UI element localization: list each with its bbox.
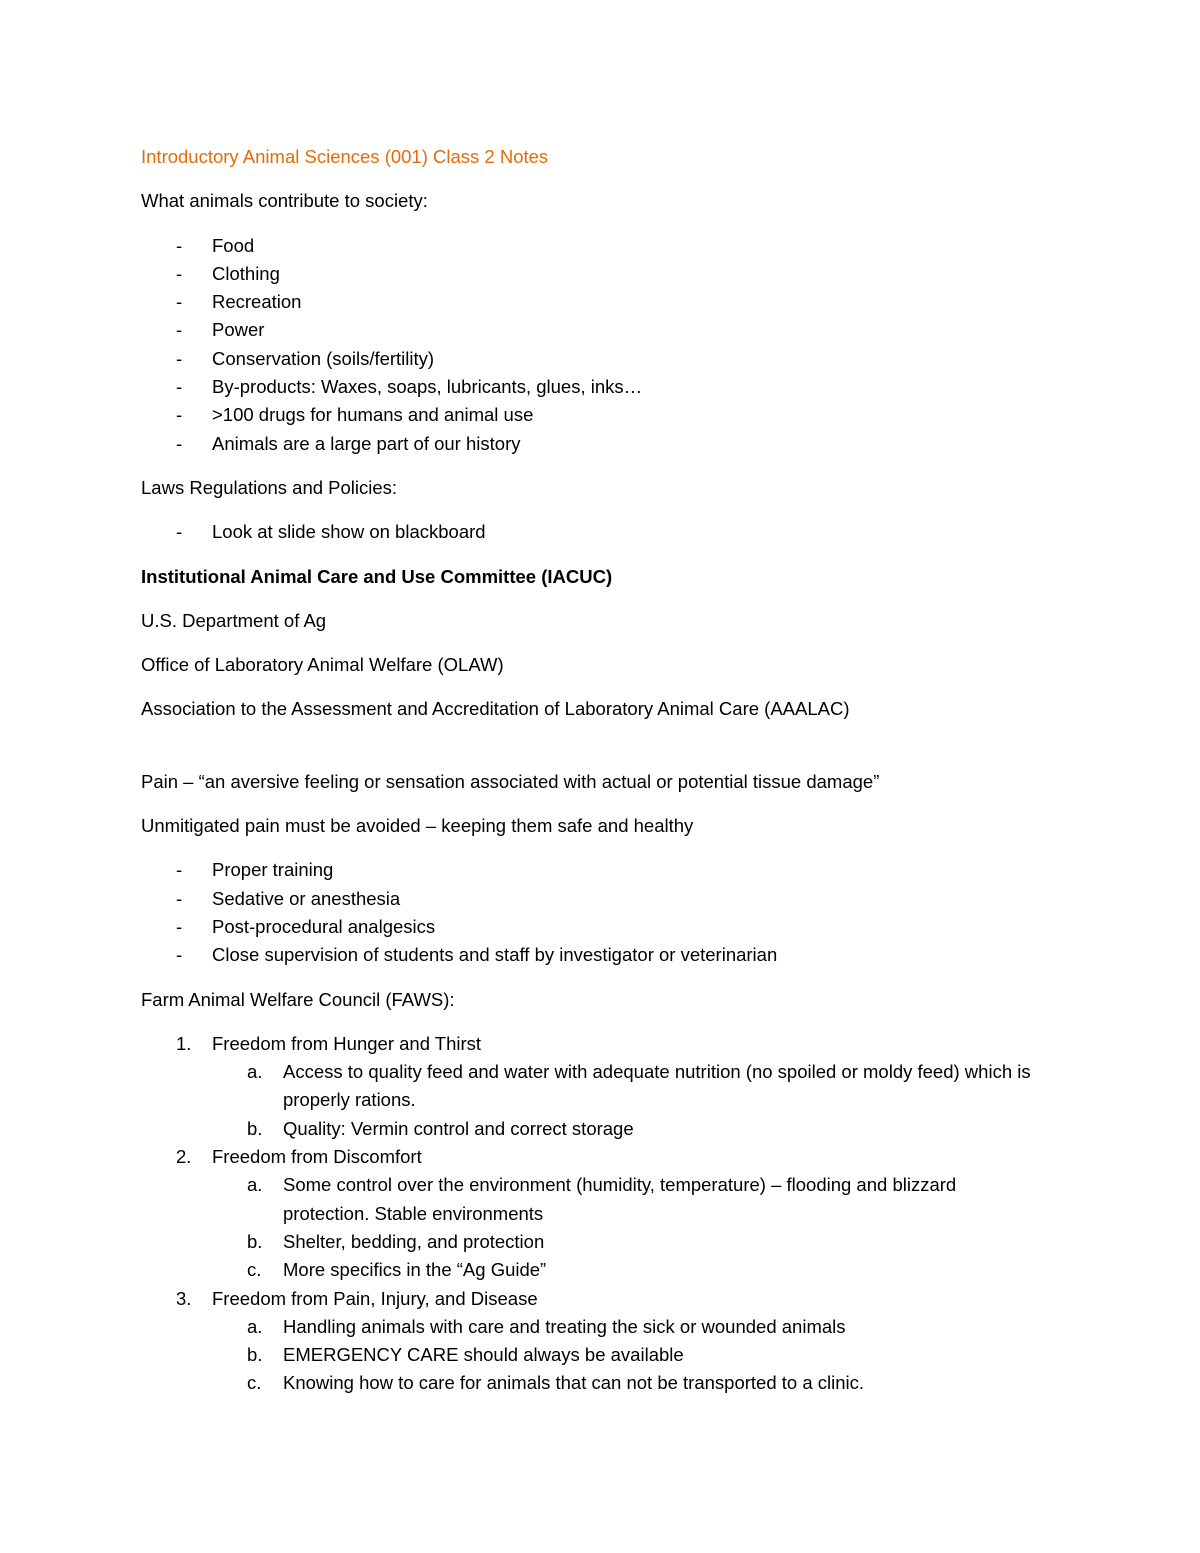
list-item-text: >100 drugs for humans and animal use (212, 404, 534, 426)
freedom-subitems (212, 1313, 1041, 1398)
list-item (141, 518, 1041, 546)
list-item (141, 316, 1041, 344)
subitem (212, 1115, 1041, 1143)
subitem (212, 1228, 1041, 1256)
dash-marker: - (176, 915, 183, 937)
list-item (141, 401, 1041, 429)
subitem-text: Quality: Vermin control and correct storage (283, 1117, 634, 1139)
iacuc-heading: Institutional Animal Care and Use Committee (IACUC) (141, 565, 613, 587)
list-item (141, 232, 1041, 260)
laws-list (141, 518, 1041, 546)
subitem (212, 1256, 1041, 1284)
freedom-title: Freedom from Discomfort (212, 1146, 422, 1168)
dash-marker: - (176, 319, 183, 341)
list-item (141, 288, 1041, 316)
unmitigated-heading: Unmitigated pain must be avoided – keeping them safe and healthy (141, 815, 694, 837)
dash-marker: - (176, 262, 183, 284)
document-title: Introductory Animal Sciences (001) Class 2 Notes (141, 146, 549, 167)
contributions-list (141, 232, 1041, 458)
list-item-text: Clothing (212, 262, 280, 284)
subitem-text: Some control over the environment (humidity, temperature) – flooding and blizzard protection. Stable environments (283, 1174, 957, 1224)
subitem-text: Access to quality feed and water with adequate nutrition (no spoiled or moldy feed) which is properly rations. (283, 1061, 1031, 1111)
faws-heading: Farm Animal Welfare Council (FAWS): (141, 988, 455, 1010)
subitem-text: Handling animals with care and treating the sick or wounded animals (283, 1315, 846, 1337)
blank-line (141, 740, 1041, 768)
subitem-text: Shelter, bedding, and protection (283, 1230, 545, 1252)
list-item (141, 941, 1041, 969)
freedom-title: Freedom from Pain, Injury, and Disease (212, 1287, 538, 1309)
subitem-text: EMERGENCY CARE should always be available (283, 1344, 684, 1366)
olaw-line: Office of Laboratory Animal Welfare (OLAW) (141, 654, 504, 676)
subitem-text: More specifics in the “Ag Guide” (283, 1259, 547, 1281)
laws-heading: Laws Regulations and Policies: (141, 476, 398, 498)
list-item-text: Post-procedural analgesics (212, 915, 436, 937)
list-item-text: Close supervision of students and staff by investigator or veterinarian (212, 944, 778, 966)
freedom-item (141, 1285, 1041, 1398)
subitem-letter: b. (247, 1117, 263, 1139)
freedom-item (141, 1030, 1041, 1143)
freedom-subitems (212, 1171, 1041, 1284)
list-item (141, 345, 1041, 373)
freedoms-list (141, 1030, 1041, 1398)
freedom-title: Freedom from Hunger and Thirst (212, 1032, 482, 1054)
list-item (141, 885, 1041, 913)
list-item-text: Proper training (212, 859, 334, 881)
dash-marker: - (176, 432, 183, 454)
dash-marker: - (176, 404, 183, 426)
contributions-heading: What animals contribute to society: (141, 190, 428, 212)
subitem (212, 1341, 1041, 1369)
subitem-text: Knowing how to care for animals that can not be transported to a clinic. (283, 1372, 865, 1394)
aaalac-line: Association to the Assessment and Accreditation of Laboratory Animal Care (AAALAC) (141, 698, 850, 720)
subitem-letter: a. (247, 1174, 263, 1196)
list-item-text: Power (212, 319, 265, 341)
freedom-subitems (212, 1058, 1041, 1143)
list-item-text: By-products: Waxes, soaps, lubricants, glues, inks… (212, 376, 643, 398)
freedom-item (141, 1143, 1041, 1284)
list-item (141, 260, 1041, 288)
list-item-text: Recreation (212, 291, 302, 313)
dash-marker: - (176, 944, 183, 966)
usda-line: U.S. Department of Ag (141, 609, 327, 631)
list-item-text: Food (212, 234, 255, 256)
subitem-letter: b. (247, 1344, 263, 1366)
list-item (141, 913, 1041, 941)
list-item (141, 856, 1041, 884)
subitem (212, 1171, 1041, 1228)
list-item-text: Conservation (soils/fertility) (212, 347, 435, 369)
dash-marker: - (176, 376, 183, 398)
list-item-text: Animals are a large part of our history (212, 432, 521, 454)
dash-marker: - (176, 859, 183, 881)
list-item-text: Look at slide show on blackboard (212, 521, 486, 543)
pain-definition: Pain – “an aversive feeling or sensation associated with actual or potential tissue damage” (141, 770, 880, 792)
list-item-text: Sedative or anesthesia (212, 887, 401, 909)
dash-marker: - (176, 234, 183, 256)
unmitigated-list (141, 856, 1041, 969)
freedom-number: 1. (176, 1032, 192, 1054)
dash-marker: - (176, 291, 183, 313)
dash-marker: - (176, 347, 183, 369)
subitem-letter: c. (247, 1259, 262, 1281)
list-item (141, 430, 1041, 458)
list-item (141, 373, 1041, 401)
subitem (212, 1313, 1041, 1341)
subitem-letter: a. (247, 1061, 263, 1083)
dash-marker: - (176, 521, 183, 543)
subitem-letter: c. (247, 1372, 262, 1394)
freedom-number: 2. (176, 1146, 192, 1168)
freedom-number: 3. (176, 1287, 192, 1309)
subitem-letter: a. (247, 1315, 263, 1337)
subitem (212, 1058, 1041, 1115)
dash-marker: - (176, 887, 183, 909)
subitem-letter: b. (247, 1230, 263, 1252)
document-body (141, 143, 1041, 1398)
subitem (212, 1369, 1041, 1397)
